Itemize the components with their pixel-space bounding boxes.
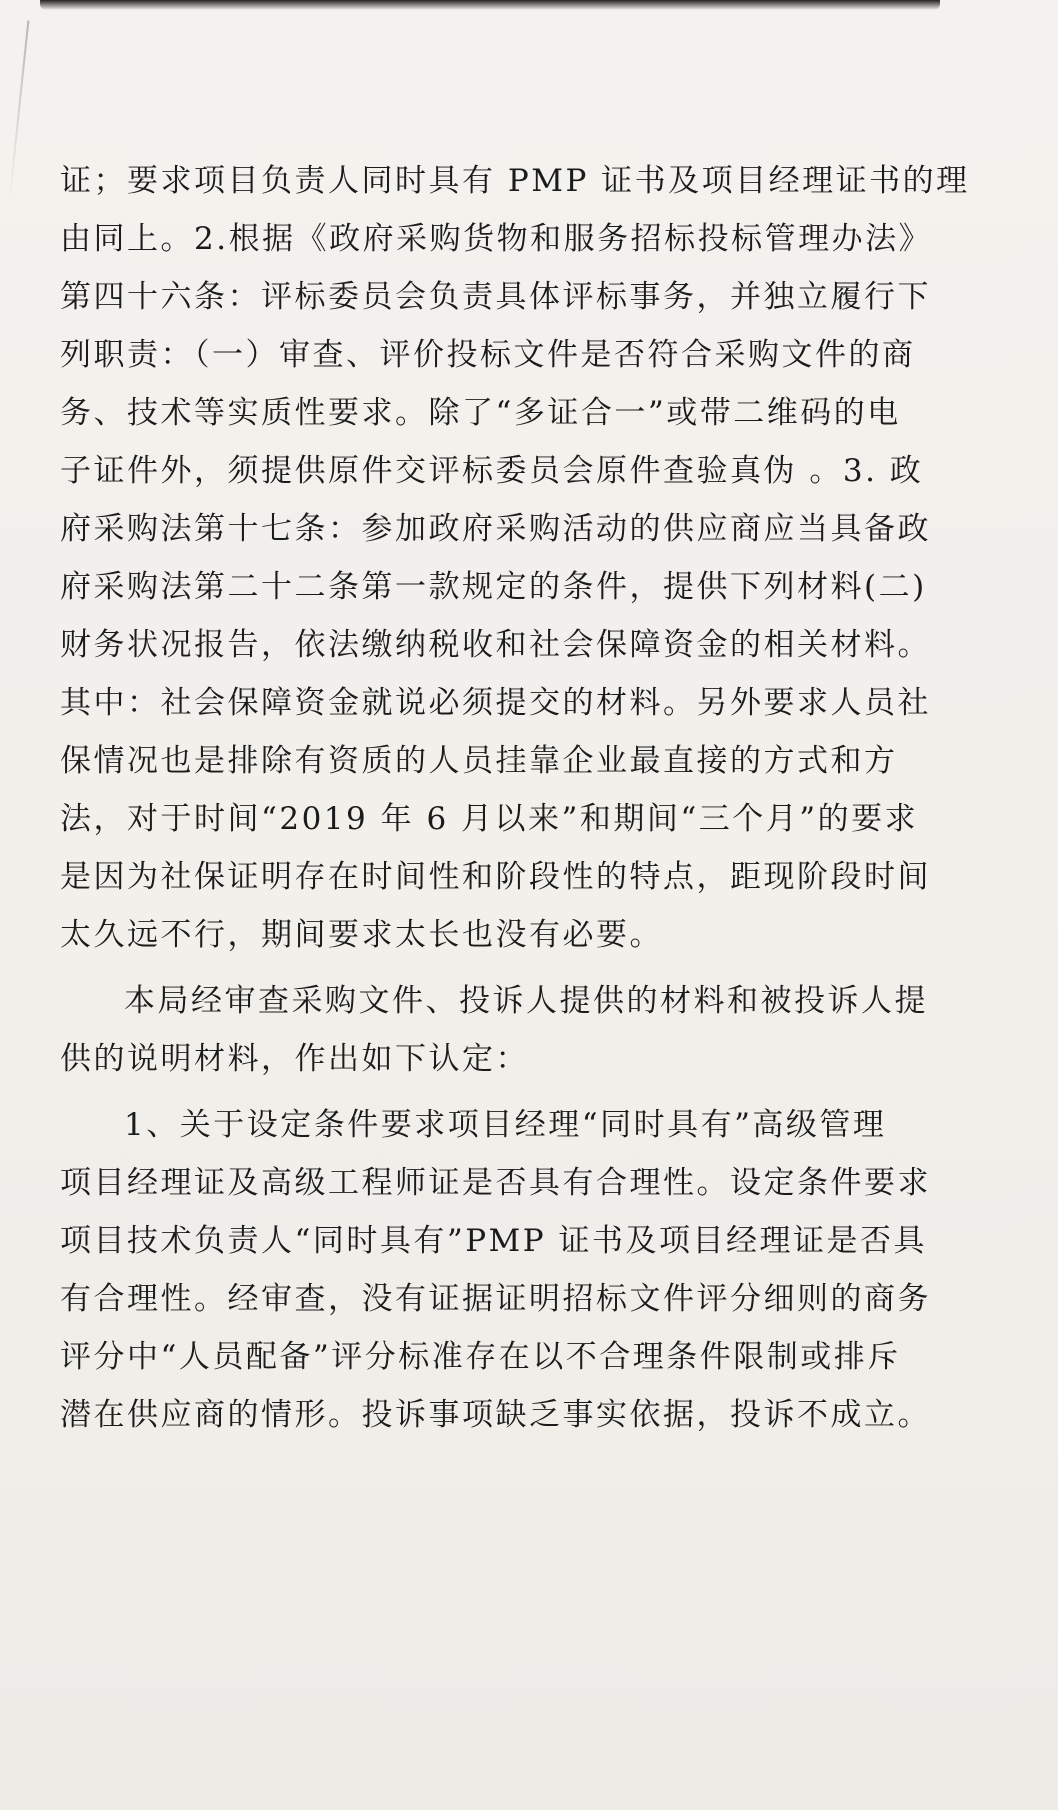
text-line: 府采购法第二十二条第一款规定的条件，提供下列材料(二) (60, 569, 927, 605)
scan-top-shadow (40, 0, 940, 10)
text-line: 有合理性。经审查，没有证据证明招标文件评分细则的商务 (60, 1281, 931, 1317)
text-line: 1、关于设定条件要求项目经理“同时具有”高级管理 (124, 1107, 887, 1143)
text-line: 项目技术负责人“同时具有”PMP 证书及项目经理证是否具 (60, 1223, 928, 1259)
paragraph-finding-1 (60, 1096, 950, 1444)
text-line: 由同上。2.根据《政府采购货物和服务招标投标管理办法》 (60, 221, 933, 257)
text-line: 项目经理证及高级工程师证是否具有合理性。设定条件要求 (60, 1165, 931, 1201)
document-body (60, 152, 970, 1444)
text-line: 财务状况报告，依法缴纳税收和社会保障资金的相关材料。 (60, 627, 931, 663)
text-line: 潜在供应商的情形。投诉事项缺乏事实依据，投诉不成立。 (60, 1397, 931, 1433)
text-line: 子证件外，须提供原件交评标委员会原件查验真伪 。3. 政 (60, 453, 924, 489)
text-line: 证；要求项目负责人同时具有 PMP 证书及项目经理证书的理 (60, 163, 970, 199)
text-line: 务、技术等实质性要求。除了“多证合一”或带二维码的电 (60, 395, 901, 431)
scan-left-edge (9, 20, 30, 199)
text-line: 供的说明材料，作出如下认定： (60, 1041, 529, 1077)
paragraph-legal-basis (60, 152, 970, 964)
text-line: 第四十六条：评标委员会负责具体评标事务，并独立履行下 (60, 279, 931, 315)
text-line: 太久远不行，期间要求太长也没有必要。 (60, 917, 663, 953)
text-line: 评分中“人员配备”评分标准存在以不合理条件限制或排斥 (60, 1339, 901, 1375)
text-line: 保情况也是排除有资质的人员挂靠企业最直接的方式和方 (60, 743, 898, 779)
text-line: 本局经审查采购文件、投诉人提供的材料和被投诉人提 (124, 983, 928, 1019)
text-line: 府采购法第十七条：参加政府采购活动的供应商应当具备政 (60, 511, 931, 547)
text-line: 其中：社会保障资金就说必须提交的材料。另外要求人员社 (60, 685, 931, 721)
text-line: 列职责：（一）审查、评价投标文件是否符合采购文件的商 (60, 337, 916, 373)
text-line: 是因为社保证明存在时间性和阶段性的特点，距现阶段时间 (60, 859, 931, 895)
paragraph-review-statement (60, 972, 950, 1088)
text-line: 法，对于时间“2019 年 6 月以来”和期间“三个月”的要求 (60, 801, 919, 837)
